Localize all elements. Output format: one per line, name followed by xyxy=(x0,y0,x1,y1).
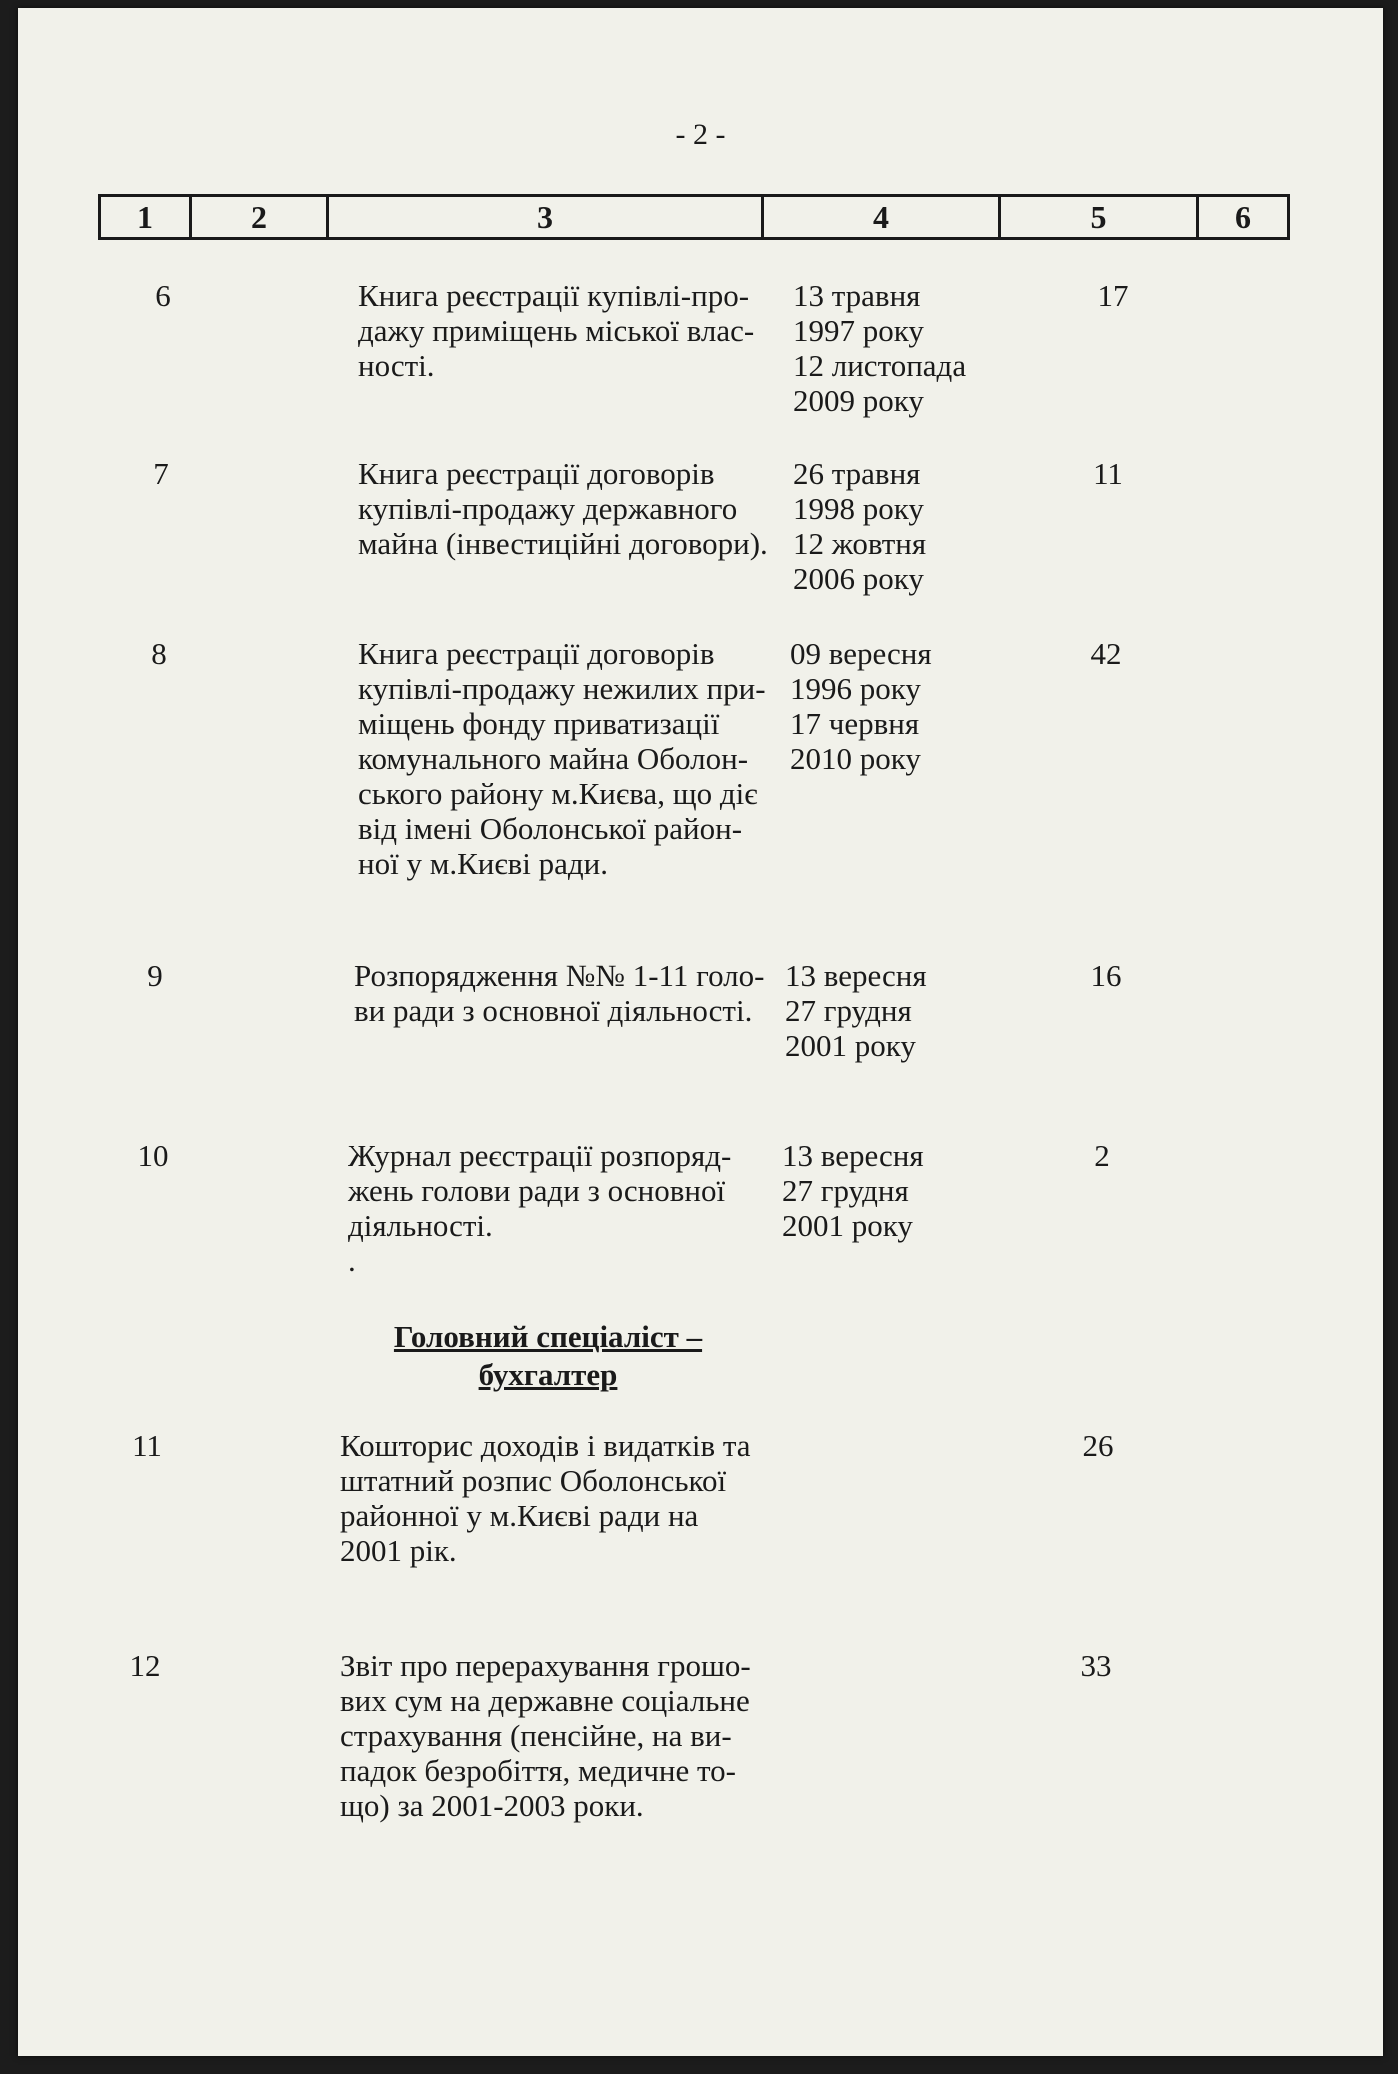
header-col-1: 1 xyxy=(101,197,192,237)
description-line: Книга реєстрації купівлі-про- xyxy=(358,278,750,313)
row-count: 16 xyxy=(1090,958,1122,993)
row-count: 11 xyxy=(1093,456,1123,491)
date-line: 12 жовтня xyxy=(793,526,927,561)
date-line: 1996 року xyxy=(790,671,921,706)
row-dates xyxy=(793,456,1013,596)
header-col-6: 6 xyxy=(1235,198,1251,235)
date-line: 2001 року xyxy=(785,1028,916,1063)
description-line: від імені Оболонської район- xyxy=(358,811,743,846)
row-description xyxy=(340,1428,760,1568)
description-line: Книга реєстрації договорів xyxy=(358,636,715,671)
description-line: Розпорядження №№ 1-11 голо- xyxy=(354,958,765,993)
description-line: Кошторис доходів і видатків та xyxy=(340,1428,751,1463)
description-line: штатний розпис Оболонської xyxy=(340,1463,727,1498)
date-line: 13 вересня xyxy=(782,1138,924,1173)
row-number: 8 xyxy=(151,636,167,671)
date-line: 26 травня xyxy=(793,456,921,491)
row-count: 26 xyxy=(1082,1428,1114,1463)
date-line: 27 грудня xyxy=(782,1173,909,1208)
row-dates xyxy=(785,958,1005,1063)
description-line: ви ради з основної діяльності. xyxy=(354,993,753,1028)
date-line: 12 листопада xyxy=(793,348,967,383)
row-number: 11 xyxy=(132,1428,162,1463)
page-number: - 2 - xyxy=(675,118,726,151)
row-count: 17 xyxy=(1097,278,1129,313)
description-line: страхування (пенсійне, на ви- xyxy=(340,1718,732,1753)
row-count: 42 xyxy=(1090,636,1122,671)
description-line: падок безробіття, медичне то- xyxy=(340,1753,736,1788)
description-line: Журнал реєстрації розпоряд- xyxy=(348,1138,732,1173)
date-line: 09 вересня xyxy=(790,636,932,671)
date-line: 2006 року xyxy=(793,561,924,596)
row-number: 12 xyxy=(129,1648,161,1683)
section-title: Головний спеціаліст – бухгалтер xyxy=(393,1319,703,1392)
row-dates xyxy=(793,278,1013,418)
description-line: ної у м.Києві ради. xyxy=(358,846,609,881)
date-line: 13 вересня xyxy=(785,958,927,993)
description-line: майна (інвестиційні договори). xyxy=(358,526,768,561)
date-line: 1998 року xyxy=(793,491,924,526)
description-line: районної у м.Києві ради на xyxy=(340,1498,699,1533)
header-col-3: 3 xyxy=(329,197,764,237)
row-description xyxy=(358,636,778,881)
row-number: 10 xyxy=(137,1138,169,1173)
date-line: 1997 року xyxy=(793,313,924,348)
date-line: 2009 року xyxy=(793,383,924,418)
date-line: 2001 року xyxy=(782,1208,913,1243)
row-description xyxy=(340,1648,760,1823)
description-line: вих сум на державне соціальне xyxy=(340,1683,750,1718)
row-count: 2 xyxy=(1094,1138,1110,1173)
description-line: купівлі-продажу державного xyxy=(358,491,738,526)
header-col-5: 5 xyxy=(1001,197,1199,237)
date-line: 2010 року xyxy=(790,741,921,776)
row-number: 9 xyxy=(147,958,163,993)
row-description xyxy=(358,456,778,561)
row-description xyxy=(358,278,778,383)
document-page xyxy=(18,8,1383,2056)
date-line: 27 грудня xyxy=(785,993,912,1028)
row-description xyxy=(354,958,774,1028)
description-line: жень голови ради з основної xyxy=(348,1173,726,1208)
description-line: купівлі-продажу нежилих при- xyxy=(358,671,766,706)
date-line: 17 червня xyxy=(790,706,920,741)
table-header xyxy=(98,194,1290,240)
description-line: міщень фонду приватизації xyxy=(358,706,720,741)
description-line: Звіт про перерахування грошо- xyxy=(340,1648,751,1683)
row-description xyxy=(348,1138,768,1278)
row-number: 6 xyxy=(155,278,171,313)
description-line: . xyxy=(348,1243,356,1278)
description-line: що) за 2001-2003 роки. xyxy=(340,1788,644,1823)
description-line: 2001 рік. xyxy=(340,1533,457,1568)
row-number: 7 xyxy=(153,456,169,491)
description-line: дажу приміщень міської влас- xyxy=(358,313,755,348)
description-line: Книга реєстрації договорів xyxy=(358,456,715,491)
header-col-4: 4 xyxy=(764,197,1001,237)
row-dates xyxy=(790,636,1010,776)
description-line: ності. xyxy=(358,348,435,383)
date-line: 13 травня xyxy=(793,278,921,313)
description-line: ського району м.Києва, що діє xyxy=(358,776,758,811)
header-col-2: 2 xyxy=(192,197,329,237)
row-dates xyxy=(782,1138,1002,1243)
description-line: комунального майна Оболон- xyxy=(358,741,749,776)
description-line: діяльності. xyxy=(348,1208,493,1243)
row-count: 33 xyxy=(1080,1648,1112,1683)
